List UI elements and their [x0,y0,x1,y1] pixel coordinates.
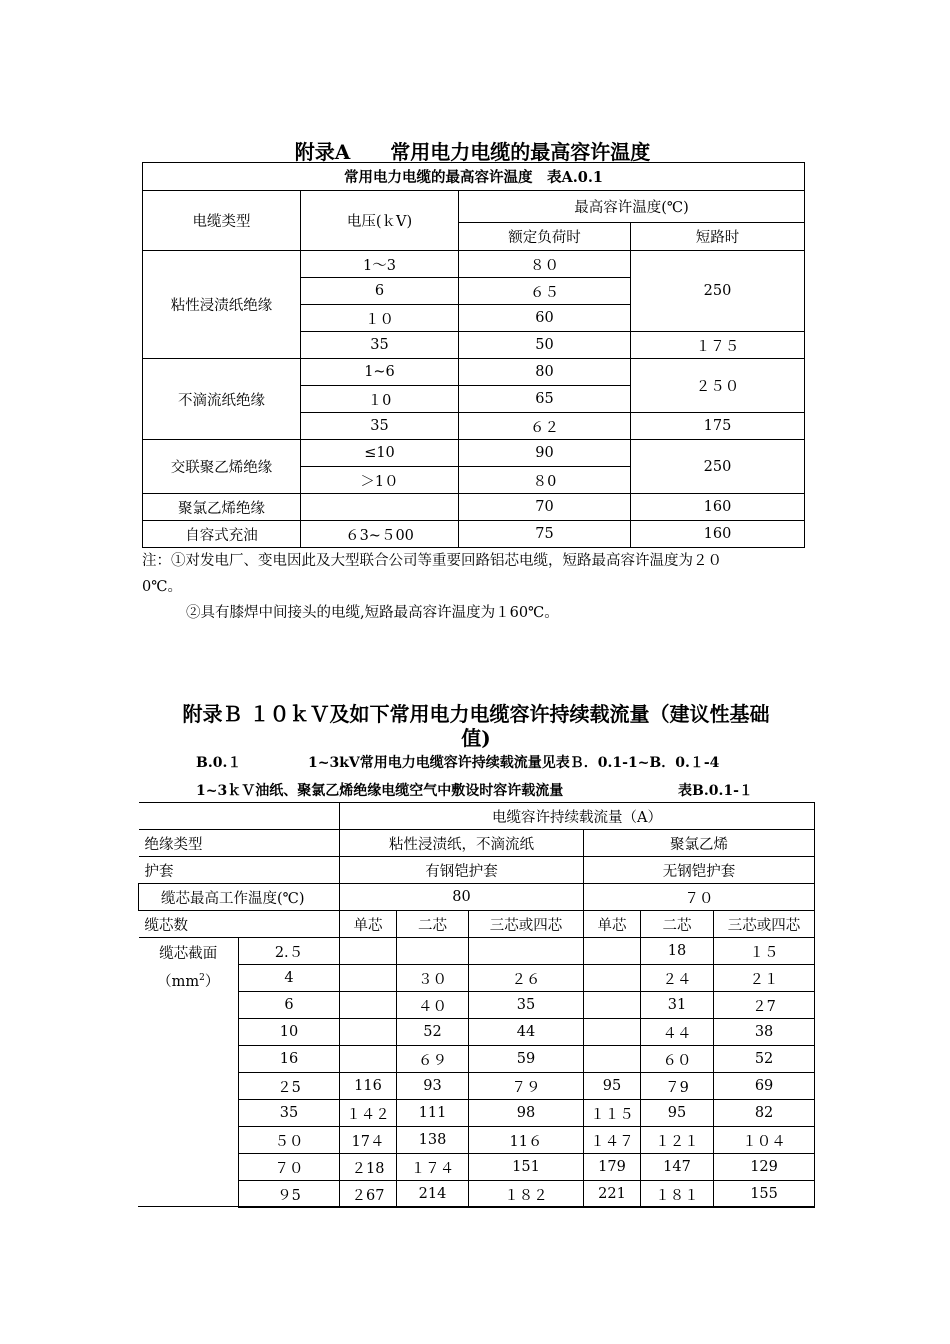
ampacity-cell: ６９ [397,1046,469,1073]
voltage-cell: ＞1０ [301,467,459,494]
cable-type-cell: 自容式充油 [143,521,301,548]
ampacity-cell: 147 [641,1154,714,1181]
voltage-cell: 1～3 [301,251,459,278]
ampacity-cell: 59 [469,1046,584,1073]
ampacity-cell [584,1046,641,1073]
label-sheath: 护套 [139,857,340,884]
ampacity-cell [584,965,641,992]
voltage-cell: 6 [301,278,459,305]
core-header: 二芯 [397,911,469,938]
appendix-b-title-line2: 值) [461,726,491,750]
sheath-pvc: 无钢铠护套 [584,857,815,884]
section-cell: 10 [239,1019,340,1046]
ampacity-cell: ２１ [714,965,815,992]
ampacity-cell [340,965,397,992]
ampacity-cell: ２６ [469,965,584,992]
section-cell: 6 [239,992,340,1019]
ampacity-cell: ７9 [641,1073,714,1100]
ampacity-cell: ４０ [397,992,469,1019]
cable-type-cell: 不滴流纸绝缘 [143,359,301,440]
cable-type-cell: 聚氯乙烯绝缘 [143,494,301,521]
table-notes [142,548,852,626]
cable-type-cell: 粘性浸渍纸绝缘 [143,251,301,359]
note-1: 注：①对发电厂、变电因此及大型联合公司等重要回路铝芯电缆，短路最高容许温度为２０ [142,553,722,569]
cable-type-cell: 交联聚乙烯绝缘 [143,440,301,494]
short-cell: ２５０ [631,359,805,413]
ampacity-cell: 35 [469,992,584,1019]
voltage-cell: １0 [301,386,459,413]
max-temp-paper: 80 [340,884,584,911]
subtitle-section-number: B.0.１ [196,755,242,771]
section-cell: 16 [239,1046,340,1073]
header-cable-type: 电缆类型 [143,191,301,251]
section-cell: 4 [239,965,340,992]
header-ampacity: 电缆容许持续载流量（A） [340,803,815,830]
ampacity-cell: ２４ [641,965,714,992]
short-cell: 175 [631,413,805,440]
ampacity-cell: 82 [714,1100,815,1127]
section-cell: ２5 [239,1073,340,1100]
table-b-0-1-1 [138,802,815,1208]
insulation-paper: 粘性浸渍纸，不滴流纸 [340,830,584,857]
header-short-circuit: 短路时 [631,223,805,251]
ampacity-cell [397,938,469,965]
table-b-bottom-rule [138,1206,814,1207]
ampacity-cell: 129 [714,1154,815,1181]
header-rated-load: 额定负荷时 [459,223,631,251]
ampacity-cell [340,992,397,1019]
header-voltage: 电压(ｋV) [301,191,459,251]
rated-cell: ８０ [459,251,631,278]
ampacity-cell: １８２ [469,1181,584,1208]
section-cell: ５０ [239,1127,340,1154]
ampacity-cell: 179 [584,1154,641,1181]
ampacity-cell: 38 [714,1019,815,1046]
ampacity-cell: １４７ [584,1127,641,1154]
ampacity-cell: 95 [641,1100,714,1127]
section-cell: 35 [239,1100,340,1127]
ampacity-cell: 52 [397,1019,469,1046]
appendix-b-title-line1: 附录Ｂ １０ｋＶ及如下常用电力电缆容许持续载流量（建议性基础 [182,702,770,726]
short-cell: １７５ [631,332,805,359]
rated-cell: 90 [459,440,631,467]
ampacity-cell: 18 [641,938,714,965]
rated-cell: ６２ [459,413,631,440]
rated-cell: 50 [459,332,631,359]
rated-cell: 80 [459,359,631,386]
ampacity-cell: 151 [469,1154,584,1181]
rated-cell: 60 [459,305,631,332]
ampacity-cell: 52 [714,1046,815,1073]
ampacity-cell [584,1019,641,1046]
label-cores: 缆芯数 [139,911,340,938]
rated-cell: ８0 [459,467,631,494]
note-1-continued: 0℃。 [142,579,182,595]
ampacity-cell [340,1046,397,1073]
short-cell: 250 [631,440,805,494]
ampacity-cell: 111 [397,1100,469,1127]
table-b-number: 表B.0.1-１ [678,783,753,799]
ampacity-cell [584,992,641,1019]
sheath-paper: 有钢铠护套 [340,857,584,884]
table-caption: 常用电力电缆的最高容许温度 表A.0.1 [143,163,805,191]
rated-cell: ６５ [459,278,631,305]
label-max-temp: 缆芯最高工作温度(℃) [139,884,340,911]
appendix-b-title [138,702,814,750]
core-header: 三芯或四芯 [469,911,584,938]
section-cell: 2.５ [239,938,340,965]
ampacity-cell: １２１ [641,1127,714,1154]
ampacity-cell: 116 [340,1073,397,1100]
corner-cell [139,803,340,830]
table-b-caption: 1~3ｋＶ油纸、聚氯乙烯绝缘电缆空气中敷设时容许载流量 [196,783,564,799]
ampacity-cell: 17４ [340,1127,397,1154]
ampacity-cell [340,938,397,965]
ampacity-cell: 69 [714,1073,815,1100]
ampacity-cell: 155 [714,1181,815,1208]
ampacity-cell: 98 [469,1100,584,1127]
voltage-cell: ６3~５00 [301,521,459,548]
ampacity-cell: １１５ [584,1100,641,1127]
ampacity-cell: ２7 [714,992,815,1019]
voltage-cell: ≤10 [301,440,459,467]
note-2: ②具有膝焊中间接头的电缆,短路最高容许温度为１60℃。 [186,605,559,621]
short-cell: 160 [631,494,805,521]
label-cross-section [139,938,239,1208]
core-header: 单芯 [584,911,641,938]
rated-cell: 70 [459,494,631,521]
ampacity-cell: ６０ [641,1046,714,1073]
ampacity-cell: ３０ [397,965,469,992]
voltage-cell: 1~6 [301,359,459,386]
section-cell: ９5 [239,1181,340,1208]
ampacity-cell: 31 [641,992,714,1019]
short-cell: 250 [631,251,805,332]
short-cell: 160 [631,521,805,548]
ampacity-cell: 214 [397,1181,469,1208]
ampacity-cell: 221 [584,1181,641,1208]
table-a-0-1 [142,162,805,548]
subtitle-section-text: 1~3kV常用电力电缆容许持续载流量见表Ｂ．0.1-1~B．0.１-4 [308,755,720,771]
section-cell: ７０ [239,1154,340,1181]
ampacity-cell: 93 [397,1073,469,1100]
max-temp-pvc: ７０ [584,884,815,911]
ampacity-cell [469,938,584,965]
ampacity-cell: 44 [469,1019,584,1046]
label-insulation: 绝缘类型 [139,830,340,857]
appendix-a-title: 附录A 常用电力电缆的最高容许温度 [294,140,651,164]
insulation-pvc: 聚氯乙烯 [584,830,815,857]
ampacity-cell: ２67 [340,1181,397,1208]
ampacity-cell [340,1019,397,1046]
cross-section-label: 缆芯截面 [159,946,218,962]
ampacity-cell: １８１ [641,1181,714,1208]
rated-cell: 65 [459,386,631,413]
core-header: 二芯 [641,911,714,938]
ampacity-cell: 138 [397,1127,469,1154]
ampacity-cell: １７４ [397,1154,469,1181]
ampacity-cell: １４２ [340,1100,397,1127]
header-max-temp: 最高容许温度(℃) [459,191,805,223]
ampacity-cell [584,938,641,965]
ampacity-cell: 11６ [469,1127,584,1154]
voltage-cell: 35 [301,413,459,440]
voltage-cell: 35 [301,332,459,359]
cross-section-unit: $(mm^2)$ [157,973,220,990]
ampacity-cell: １５ [714,938,815,965]
ampacity-cell: 95 [584,1073,641,1100]
core-header: 单芯 [340,911,397,938]
voltage-cell [301,494,459,521]
core-header: 三芯或四芯 [714,911,815,938]
voltage-cell: １０ [301,305,459,332]
ampacity-cell: ２18 [340,1154,397,1181]
ampacity-cell: ７９ [469,1073,584,1100]
ampacity-cell: ４４ [641,1019,714,1046]
ampacity-cell: １０４ [714,1127,815,1154]
rated-cell: 75 [459,521,631,548]
